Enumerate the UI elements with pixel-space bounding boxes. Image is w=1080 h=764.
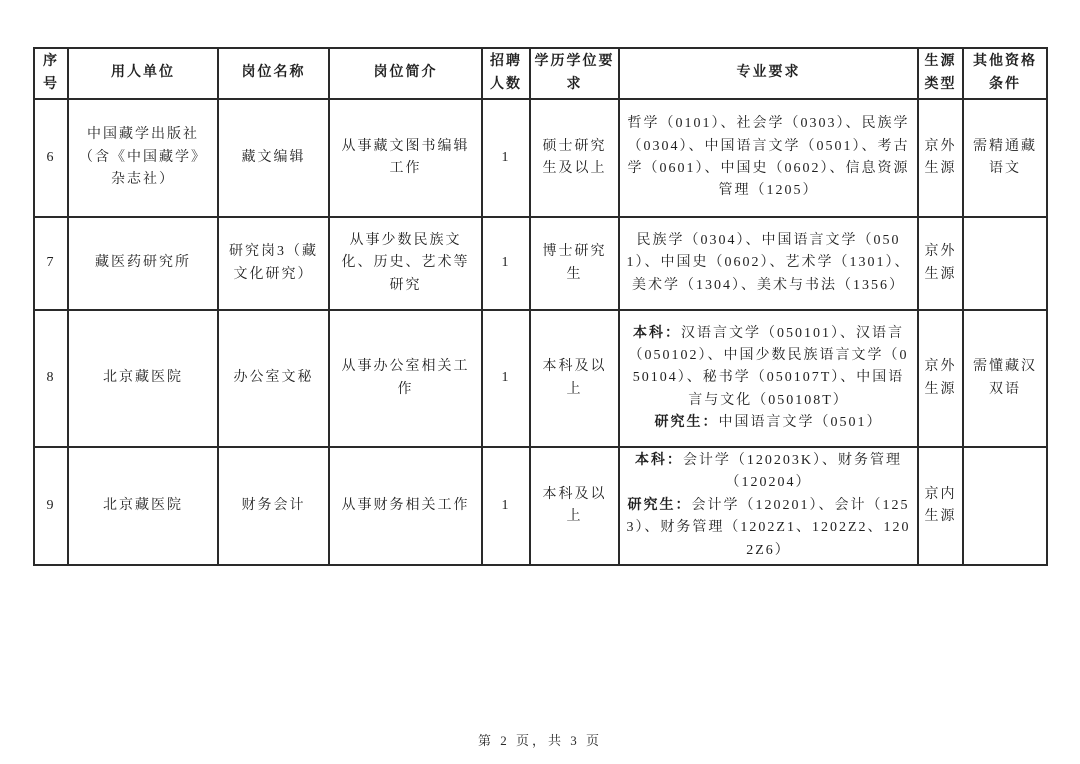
- undergrad-text: 汉语言文学（050101）、汉语言（050102）、中国少数民族语言文学（050104）、秘书学（050107T）、中国语言与文化（050108T）: [628, 325, 909, 408]
- cell-brief: 从事藏文图书编辑工作: [329, 99, 482, 217]
- majors-grad: [625, 412, 912, 434]
- cell-position: 研究岗3（藏文化研究）: [218, 217, 329, 310]
- cell-other: [963, 447, 1047, 565]
- column-header-employer: 用人单位: [68, 48, 218, 99]
- recruitment-table: [33, 47, 1048, 566]
- table-row: [34, 447, 1047, 565]
- cell-majors: [619, 310, 918, 447]
- majors-undergrad: [625, 323, 912, 413]
- majors-text: 民族学（0304）、中国语言文学（0501）、中国史（0602）、艺术学（1301）、美术学（1304）、美术与书法（1356）: [626, 232, 911, 293]
- column-header-source: 生源类型: [918, 48, 963, 99]
- cell-brief: 从事少数民族文化、历史、艺术等研究: [329, 217, 482, 310]
- cell-source: 京外生源: [918, 217, 963, 310]
- majors-text: 哲学（0101）、社会学（0303）、民族学（0304）、中国语言文学（0501）、考古学（0601）、中国史（0602）、信息资源管理（1205）: [627, 116, 910, 199]
- grad-text: 会计学（120201）、会计（1253）、财务管理（1202Z1、1202Z2、1202Z6）: [626, 497, 911, 558]
- page-number: 第 2 页，共 3 页: [477, 733, 602, 748]
- cell-other: [963, 217, 1047, 310]
- cell-majors: [619, 217, 918, 310]
- column-header-count: 招聘人数: [482, 48, 530, 99]
- cell-other: 需精通藏语文: [963, 99, 1047, 217]
- majors-grad: [625, 495, 912, 562]
- cell-source: 京外生源: [918, 310, 963, 447]
- cell-other: 需懂藏汉双语: [963, 310, 1047, 447]
- header-row: [34, 48, 1047, 99]
- cell-employer: 北京藏医院: [68, 447, 218, 565]
- majors-undergrad: [625, 450, 912, 495]
- cell-no: 8: [34, 310, 68, 447]
- cell-position: 财务会计: [218, 447, 329, 565]
- table-row: [34, 217, 1047, 310]
- cell-employer: 藏医药研究所: [68, 217, 218, 310]
- cell-source: 京内生源: [918, 447, 963, 565]
- cell-source: 京外生源: [918, 99, 963, 217]
- column-header-brief: 岗位简介: [329, 48, 482, 99]
- undergrad-label: 本科：: [634, 453, 683, 468]
- cell-education: 本科及以上: [530, 310, 619, 447]
- undergrad-text: 会计学（120203K）、财务管理（120204）: [682, 453, 903, 491]
- cell-no: 9: [34, 447, 68, 565]
- table-row: [34, 310, 1047, 447]
- cell-education: 博士研究生: [530, 217, 619, 310]
- cell-employer: 中国藏学出版社（含《中国藏学》杂志社）: [68, 99, 218, 217]
- column-header-other: 其他资格条件: [963, 48, 1047, 99]
- cell-count: 1: [482, 447, 530, 565]
- grad-label: 研究生：: [627, 497, 692, 513]
- cell-brief: 从事办公室相关工作: [329, 310, 482, 447]
- grad-label: 研究生：: [654, 415, 719, 431]
- cell-employer: 北京藏医院: [68, 310, 218, 447]
- cell-no: 7: [34, 217, 68, 310]
- cell-majors: [619, 447, 918, 565]
- table-row: [34, 99, 1047, 217]
- cell-education: 本科及以上: [530, 447, 619, 565]
- grad-text: 中国语言文学（0501）: [718, 415, 883, 431]
- column-header-position: 岗位名称: [218, 48, 329, 99]
- column-header-majors: 专业要求: [619, 48, 918, 99]
- cell-education: 硕士研究生及以上: [530, 99, 619, 217]
- cell-no: 6: [34, 99, 68, 217]
- cell-majors: [619, 99, 918, 217]
- cell-count: 1: [482, 99, 530, 217]
- cell-position: 藏文编辑: [218, 99, 329, 217]
- cell-position: 办公室文秘: [218, 310, 329, 447]
- undergrad-label: 本科：: [633, 325, 681, 341]
- cell-count: 1: [482, 217, 530, 310]
- column-header-no: 序号: [34, 48, 68, 99]
- cell-brief: 从事财务相关工作: [329, 447, 482, 565]
- cell-count: 1: [482, 310, 530, 447]
- column-header-education: 学历学位要求: [530, 48, 619, 99]
